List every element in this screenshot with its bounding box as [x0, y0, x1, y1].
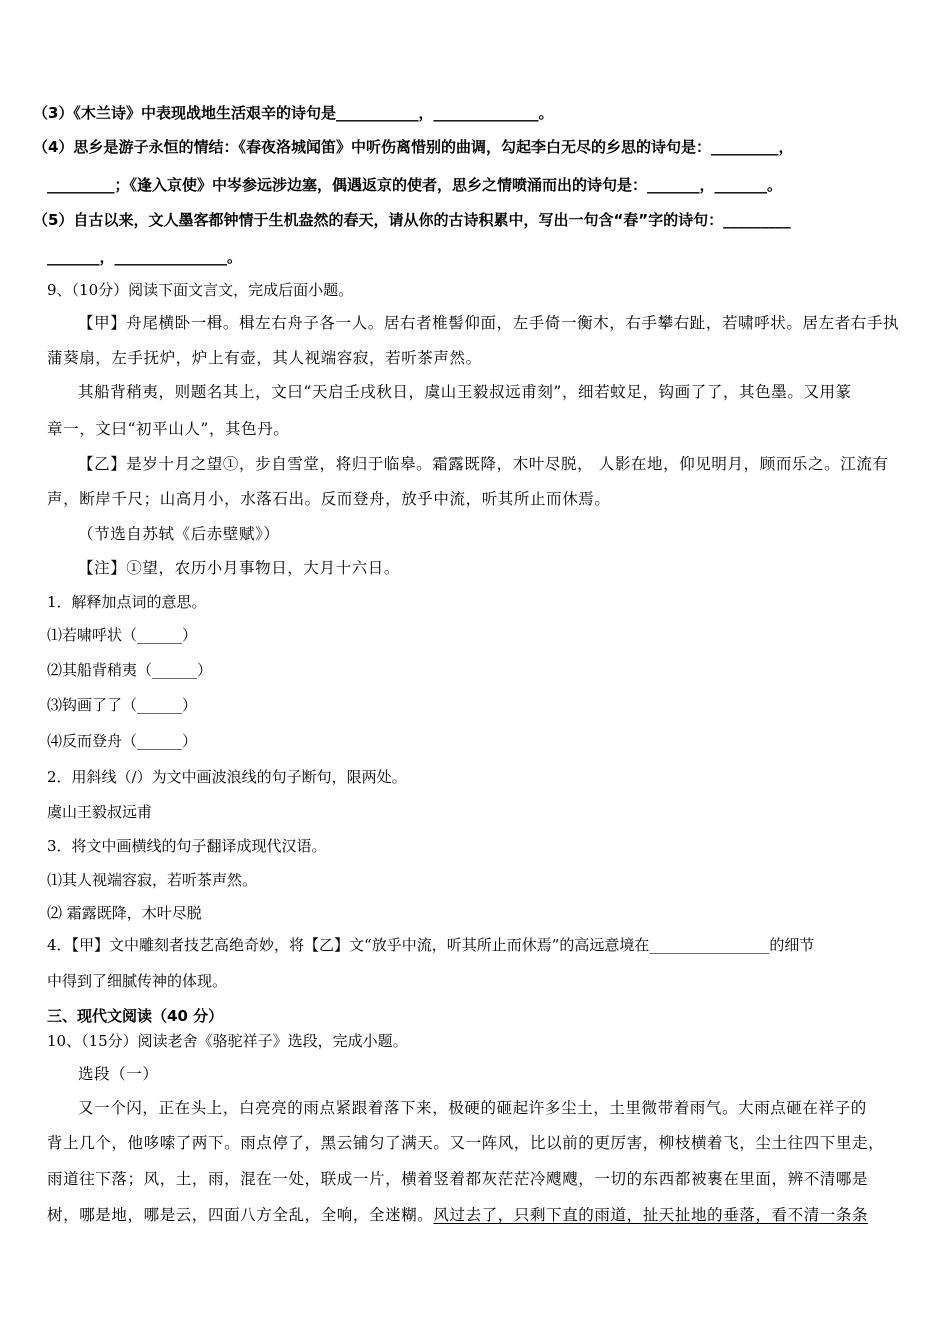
q9-jia-line2: 蒲葵扇，左手抚炉，炉上有壶，其人视端容寂，若听茶声然。: [47, 349, 482, 367]
passage-line1: 又一个闪，正在头上，白亮亮的雨点紧跟着落下来，极硬的砸起许多尘土，土里微带着雨气。大雨点砸在祥子的: [78, 1099, 867, 1117]
q9-jia-line4: 章一，文曰“初平山人”，其色丹。: [47, 420, 290, 438]
passage-line4-plain: 树，哪是地，哪是云，四面八方全乱，全响，全迷糊。: [47, 1206, 434, 1224]
q8-item4-line1: （4）思乡是游子永恒的情结：《春夜洛城闻笛》中听伤离惜别的曲调，勾起李白无尽的乡思的诗句是：_________，: [33, 138, 794, 156]
q9-sub4-line2: 中得到了细腻传神的体现。: [47, 972, 228, 990]
q8-item3: （3）《木兰诗》中表现战地生活艰辛的诗句是___________，______________。: [33, 104, 554, 122]
q9-sub1-c: ⑶钩画了了（______）: [47, 696, 198, 714]
q9-sub3-a: ⑴其人视端容寂，若听茶声然。: [47, 871, 258, 889]
q9-sub2-prompt: 2．用斜线（/）为文中画波浪线的句子断句，限两处。: [47, 768, 407, 786]
q9-sub1-b: ⑵其船背稍夷（______）: [47, 661, 213, 679]
q9-sub1-a: ⑴若啸呼状（______）: [47, 626, 198, 644]
excerpt-label: 选段（一）: [78, 1065, 159, 1083]
q9-sub3-prompt: 3．将文中画横线的句子翻译成现代汉语。: [47, 837, 327, 855]
q9-jia-line1-text: 【甲】舟尾横卧一楫。楫左右舟子各一人。居右者椎髻仰面，左手倚一衡木，右手攀右趾，若啸呼状。居左者右手执: [78, 314, 900, 332]
q9-yi-line1: 【乙】是岁十月之望①，步自雪堂，将归于临皋。霜露既降，木叶尽脱， 人影在地，仰见明月，顾而乐之。江流有: [78, 455, 889, 473]
q9-sub3-b: ⑵ 霜露既降，木叶尽脱: [47, 904, 202, 922]
passage-line3: 雨道往下落；风，土，雨，混在一处，联成一片，横着竖着都灰茫茫冷飕飕，一切的东西都被裹在里面，辨不清哪是: [47, 1170, 869, 1188]
q9-source: （节选自苏轼《后赤壁赋》）: [78, 525, 280, 543]
q9-note: 【注】①望，农历小月事物日，大月十六日。: [78, 559, 401, 577]
q9-sub2-sentence: 虞山王毅叔远甫: [47, 803, 153, 821]
section3-title: 三、现代文阅读（40 分）: [47, 1007, 224, 1025]
q9-sub1-d: ⑷反而登舟（______）: [47, 732, 198, 750]
q9-jia-line1: [78, 316, 904, 332]
passage-line4: [47, 1208, 868, 1224]
q9-sub1-prompt: 1．解释加点词的意思。: [47, 593, 207, 611]
q8-item4-line2: _________；《逢入京使》中岑参远涉边塞，偶遇返京的使者，思乡之情喷涌而出的诗句是：_______，_______。: [47, 176, 783, 194]
q9-jia-line3: 其船背稍夷，则题名其上，文曰“天启壬戌秋日，虞山王毅叔远甫刻”，细若蚊足，钩画了了，其色墨。又用篆: [78, 383, 852, 401]
passage-line4-underlined: 风过去了，只剩下直的雨道，扯天扯地的垂落，看不清一条条: [433, 1206, 869, 1224]
passage-line2: 背上几个，他哆嗦了两下。雨点停了，黑云铺匀了满天。又一阵风，比以前的更厉害，柳枝横着飞，尘土往四下里走，: [47, 1134, 885, 1152]
q8-item5-line1: （5）自古以来，文人墨客都钟情于生机盎然的春天，请从你的古诗积累中，写出一句含“春”字的诗句：_________: [33, 211, 791, 229]
q9-sub4-line1: 4．【甲】文中雕刻者技艺高绝奇妙，将【乙】文“放乎中流，听其所止而休焉”的高远意境在________________的细节: [47, 936, 815, 954]
q10-header: 10、（15分）阅读老舍《骆驼祥子》选段，完成小题。: [47, 1032, 408, 1050]
q9-yi-line2: 声，断岸千尺；山高月小，水落石出。反而登舟，放乎中流，听其所止而休焉。: [47, 490, 611, 508]
q8-item5-line2: _______，_______________。: [47, 248, 243, 266]
q9-header: 9、（10分）阅读下面文言文，完成后面小题。: [47, 281, 354, 299]
